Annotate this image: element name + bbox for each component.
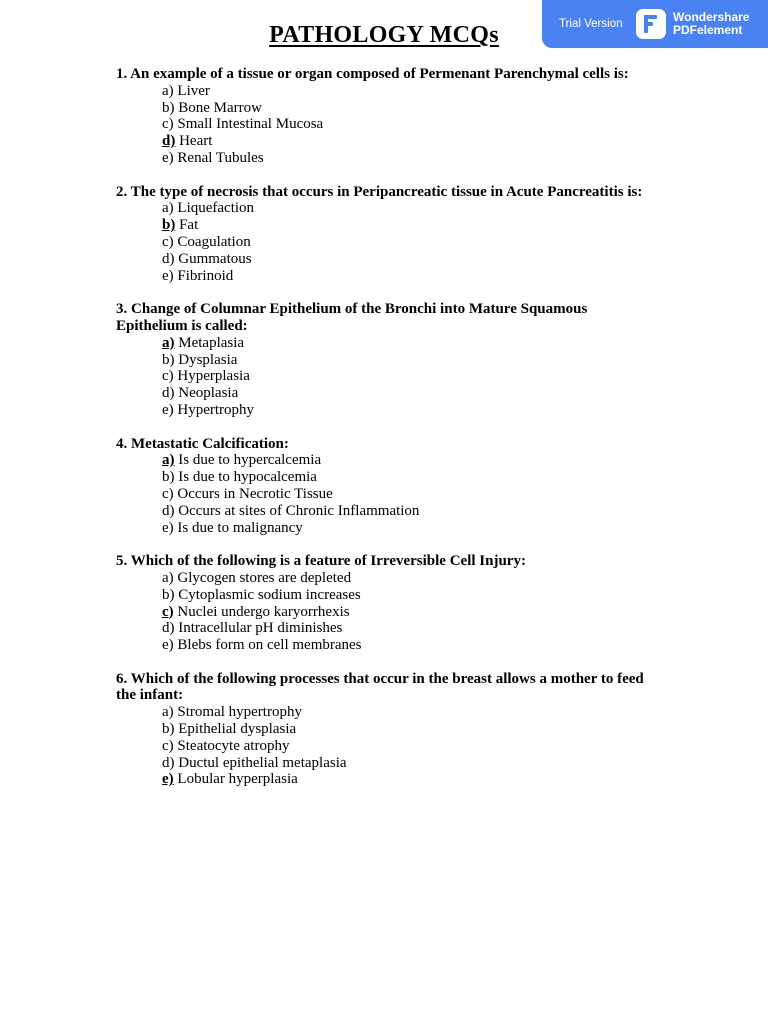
answer-option [162, 133, 656, 150]
option-letter: c) [162, 737, 174, 754]
option-text: Stromal hypertrophy [177, 704, 302, 721]
answer-option [162, 620, 656, 637]
option-letter: d) [162, 754, 175, 771]
answer-option [162, 234, 656, 251]
answer-option [162, 486, 656, 503]
option-letter: e) [162, 637, 174, 654]
question-2 [116, 184, 656, 285]
option-letter: e) [162, 519, 174, 536]
answer-option [162, 570, 656, 587]
correct-answer-letter: b) [162, 217, 176, 234]
option-text: Is due to hypercalcemia [178, 452, 322, 469]
answer-option [162, 452, 656, 469]
option-letter: d) [162, 620, 175, 637]
option-letter: c) [162, 485, 174, 502]
answer-option [162, 604, 656, 621]
option-text: Gummatous [178, 250, 252, 267]
answer-option [162, 217, 656, 234]
answer-option [162, 503, 656, 520]
answer-option [162, 200, 656, 217]
brand-name [673, 11, 749, 37]
answer-option [162, 150, 656, 167]
answer-option [162, 251, 656, 268]
option-letter: d) [162, 250, 175, 267]
option-text: Is due to malignancy [177, 519, 303, 536]
option-text: Intracellular pH diminishes [178, 620, 343, 637]
answer-option [162, 83, 656, 100]
question-5 [116, 553, 656, 654]
trial-version-label: Trial Version [559, 18, 623, 30]
option-text: Cytoplasmic sodium increases [178, 586, 361, 603]
option-list [116, 704, 656, 788]
option-text: Bone Marrow [178, 99, 262, 116]
option-text: Liquefaction [177, 200, 255, 217]
option-text: Neoplasia [178, 385, 239, 402]
question-3 [116, 301, 656, 419]
option-letter: c) [162, 368, 174, 385]
option-text: Metaplasia [178, 334, 245, 351]
option-list [116, 335, 656, 419]
question-text: 5. Which of the following is a feature of Irreversible Cell Injury: [116, 553, 526, 570]
option-text: Nuclei undergo karyorrhexis [177, 603, 350, 620]
correct-answer-letter: a) [162, 334, 175, 351]
correct-answer-letter: a) [162, 452, 175, 469]
question-text: 6. Which of the following processes that occur in the breast allows a mother to feed the infant: [116, 670, 644, 704]
answer-option [162, 755, 656, 772]
brand-line-2: PDFelement [673, 23, 743, 37]
option-text: Occurs at sites of Chronic Inflammation [178, 502, 420, 519]
option-letter: b) [162, 99, 175, 116]
option-text: Small Intestinal Mucosa [177, 116, 324, 133]
correct-answer-letter: e) [162, 771, 174, 788]
answer-option [162, 738, 656, 755]
question-text: 3. Change of Columnar Epithelium of the Bronchi into Mature Squamous Epithelium is called: [116, 301, 588, 334]
option-letter: b) [162, 586, 175, 603]
question-text: 2. The type of necrosis that occurs in Peripancreatic tissue in Acute Pancreatitis is: [116, 183, 643, 200]
answer-option [162, 352, 656, 369]
option-letter: b) [162, 721, 175, 738]
page-title-text: PATHOLOGY MCQs [269, 22, 499, 48]
option-text: Ductul epithelial metaplasia [178, 754, 347, 771]
question-text: 4. Metastatic Calcification: [116, 435, 289, 452]
trial-version-badge[interactable] [542, 0, 768, 48]
option-letter: d) [162, 502, 175, 519]
answer-option [162, 771, 656, 788]
answer-option [162, 637, 656, 654]
option-text: Renal Tubules [177, 149, 264, 166]
question-6 [116, 671, 656, 789]
option-text: Heart [179, 133, 213, 150]
option-letter: b) [162, 469, 175, 486]
option-text: Is due to hypocalcemia [178, 469, 317, 486]
option-letter: c) [162, 116, 174, 133]
option-letter: a) [162, 200, 174, 217]
option-text: Fibrinoid [177, 267, 234, 284]
answer-option [162, 100, 656, 117]
option-letter: a) [162, 569, 174, 586]
question-list [116, 66, 656, 805]
answer-option [162, 520, 656, 537]
option-letter: a) [162, 82, 174, 99]
answer-option [162, 268, 656, 285]
option-text: Dysplasia [178, 351, 238, 368]
question-4 [116, 436, 656, 537]
brand-line-1: Wondershare [673, 10, 750, 24]
option-list [116, 200, 656, 284]
option-text: Lobular hyperplasia [177, 771, 298, 788]
option-text: Steatocyte atrophy [177, 737, 290, 754]
answer-option [162, 587, 656, 604]
answer-option [162, 116, 656, 133]
option-list [116, 570, 656, 654]
option-text: Glycogen stores are depleted [177, 569, 352, 586]
option-list [116, 452, 656, 536]
option-text: Hypertrophy [177, 401, 255, 418]
option-text: Blebs form on cell membranes [177, 637, 362, 654]
option-text: Epithelial dysplasia [178, 721, 297, 738]
answer-option [162, 704, 656, 721]
question-1 [116, 66, 656, 167]
correct-answer-letter: c) [162, 603, 174, 620]
option-text: Fat [179, 217, 199, 234]
question-text: 1. An example of a tissue or organ composed of Permenant Parenchymal cells is: [116, 66, 629, 82]
option-text: Hyperplasia [177, 368, 250, 385]
answer-option [162, 368, 656, 385]
answer-option [162, 335, 656, 352]
answer-option [162, 469, 656, 486]
option-text: Occurs in Necrotic Tissue [177, 485, 333, 502]
pdfelement-logo-icon [636, 9, 666, 39]
option-letter: b) [162, 351, 175, 368]
option-text: Coagulation [177, 233, 251, 250]
correct-answer-letter: d) [162, 133, 176, 150]
option-letter: a) [162, 704, 174, 721]
option-text: Liver [177, 82, 210, 99]
option-list [116, 83, 656, 167]
option-letter: e) [162, 267, 174, 284]
option-letter: d) [162, 385, 175, 402]
option-letter: c) [162, 233, 174, 250]
answer-option [162, 721, 656, 738]
answer-option [162, 402, 656, 419]
answer-option [162, 385, 656, 402]
option-letter: e) [162, 149, 174, 166]
option-letter: e) [162, 401, 174, 418]
